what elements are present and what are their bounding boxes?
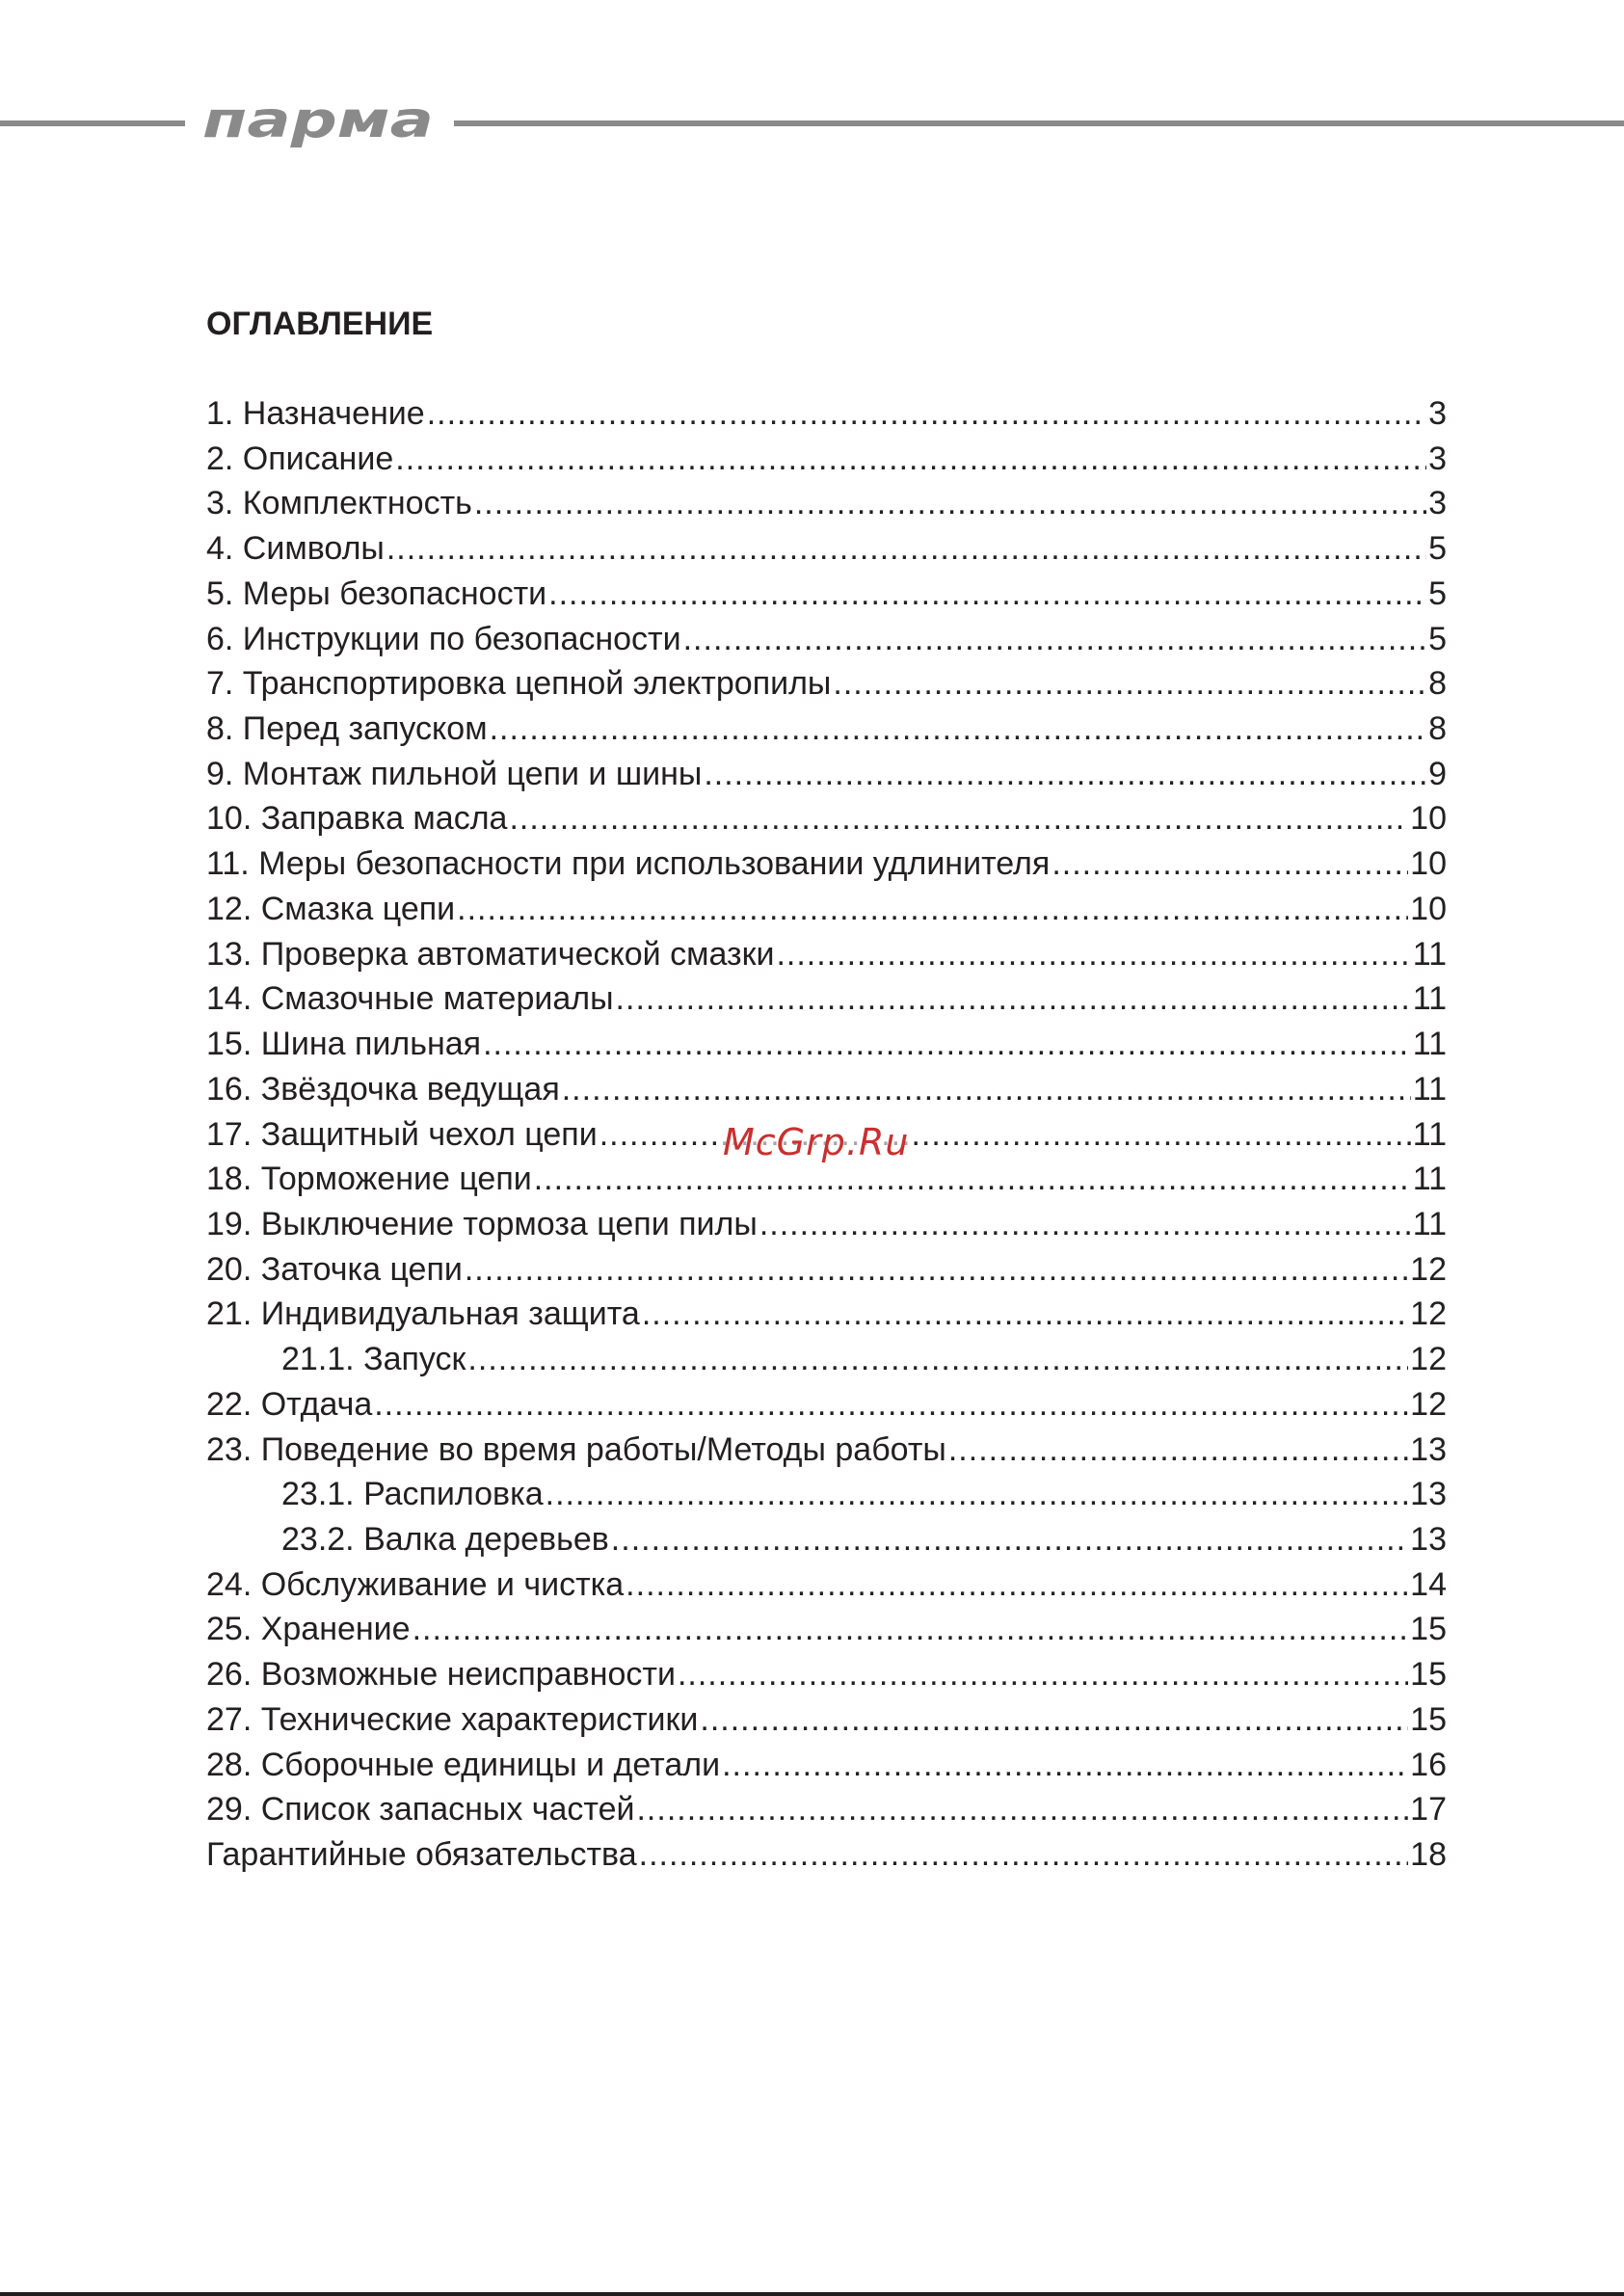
toc-dot-leader: [948, 1428, 1408, 1473]
logo-wordmark: парма: [202, 93, 434, 148]
toc-entry-label: 13. Проверка автоматической смазки: [206, 935, 775, 973]
toc-dot-leader: [509, 796, 1408, 841]
toc-entry-label: 5. Меры безопасности: [206, 574, 547, 612]
toc-entry-label: 16. Звёздочка ведущая: [206, 1070, 560, 1108]
toc-entry[interactable]: [206, 1697, 1447, 1743]
toc-entry[interactable]: [206, 1428, 1447, 1473]
toc-entry-page-number: 11: [1412, 1070, 1447, 1108]
toc-dot-leader: [467, 1337, 1408, 1382]
toc-entry[interactable]: [206, 1292, 1447, 1337]
toc-entry-label: 20. Заточка цепи: [206, 1250, 463, 1288]
toc-entry[interactable]: [206, 1022, 1447, 1067]
toc-dot-leader: [465, 1247, 1408, 1293]
toc-entry-page-number: 18: [1410, 1836, 1447, 1873]
toc-dot-leader: [678, 1652, 1408, 1697]
toc-entry-label: 9. Монтаж пильной цепи и шины: [206, 755, 703, 792]
toc-entry-page-number: 10: [1410, 800, 1447, 838]
parma-logo-image: [200, 93, 439, 148]
toc-entry[interactable]: [206, 707, 1447, 752]
toc-dot-leader: [374, 1382, 1408, 1428]
toc-dot-leader: [413, 1607, 1409, 1652]
toc-entry-page-number: 12: [1410, 1295, 1447, 1333]
toc-dot-leader: [386, 526, 1426, 572]
toc-entry-label: 23.2. Валка деревьев: [281, 1520, 609, 1558]
toc-entry-label: 21. Индивидуальная защита: [206, 1295, 640, 1333]
toc-dot-leader: [639, 1832, 1409, 1878]
toc-entry-page-number: 12: [1410, 1341, 1447, 1378]
toc-dot-leader: [548, 572, 1426, 617]
toc-entry-page-number: 5: [1428, 574, 1447, 612]
toc-entry[interactable]: [206, 841, 1447, 887]
toc-title: ОГЛАВЛЕНИЕ: [206, 306, 434, 342]
toc-entry[interactable]: [206, 572, 1447, 617]
toc-dot-leader: [534, 1157, 1411, 1202]
toc-entry-label: 2. Описание: [206, 440, 394, 477]
toc-entry[interactable]: [206, 932, 1447, 977]
toc-entry[interactable]: [206, 1517, 1447, 1562]
toc-entry[interactable]: [206, 1382, 1447, 1428]
toc-entry-label: 6. Инструкции по безопасности: [206, 620, 681, 657]
toc-entry[interactable]: [206, 391, 1447, 437]
toc-entry-page-number: 11: [1412, 1205, 1447, 1242]
toc-entry-page-number: 15: [1410, 1656, 1447, 1694]
toc-entry-page-number: 15: [1410, 1611, 1447, 1648]
toc-entry-label: 19. Выключение тормоза цепи пилы: [206, 1205, 758, 1242]
toc-entry[interactable]: [206, 1787, 1447, 1832]
toc-entry[interactable]: [206, 1067, 1447, 1112]
toc-entry-label: 17. Защитный чехол цепи: [206, 1115, 598, 1153]
toc-dot-leader: [776, 932, 1410, 977]
toc-entry-label: 26. Возможные неисправности: [206, 1656, 676, 1694]
toc-entry[interactable]: [206, 1652, 1447, 1697]
toc-entry[interactable]: [206, 617, 1447, 662]
toc-entry-page-number: 13: [1410, 1430, 1447, 1468]
toc-entry[interactable]: [206, 437, 1447, 482]
toc-entry-label: 7. Транспортировка цепной электропилы: [206, 665, 832, 703]
toc-entry[interactable]: [206, 661, 1447, 707]
toc-entry-page-number: 15: [1410, 1700, 1447, 1738]
toc-entry-page-number: 13: [1410, 1520, 1447, 1558]
toc-dot-leader: [562, 1067, 1411, 1112]
toc-dot-leader: [457, 887, 1408, 932]
toc-entry-page-number: 10: [1410, 845, 1447, 883]
toc-entry[interactable]: [206, 1607, 1447, 1652]
toc-entry-label: 27. Технические характеристики: [206, 1700, 699, 1738]
toc-entry-label: 23.1. Распиловка: [281, 1476, 544, 1513]
toc-entry[interactable]: [206, 1247, 1447, 1293]
toc-entry-label: Гарантийные обязательства: [206, 1836, 637, 1873]
toc-entry[interactable]: [206, 526, 1447, 572]
toc-dot-leader: [611, 1517, 1408, 1562]
toc-entry-label: 24. Обслуживание и чистка: [206, 1565, 625, 1603]
toc-entry-page-number: 8: [1428, 710, 1447, 748]
toc-entry-page-number: 5: [1428, 530, 1447, 568]
toc-entry-page-number: 5: [1428, 620, 1447, 657]
toc-entry[interactable]: [206, 796, 1447, 841]
toc-entry-page-number: 13: [1410, 1476, 1447, 1513]
toc-dot-leader: [483, 1022, 1411, 1067]
toc-entry-page-number: 10: [1410, 890, 1447, 927]
toc-entry-page-number: 11: [1412, 980, 1447, 1018]
toc-dot-leader: [722, 1743, 1408, 1788]
toc-entry-label: 21.1. Запуск: [281, 1341, 466, 1378]
toc-dot-leader: [700, 1697, 1408, 1743]
toc-dot-leader: [395, 437, 1426, 482]
watermark: McGrp.Ru: [723, 1121, 910, 1163]
toc-entry-label: 4. Символы: [206, 530, 385, 568]
toc-entry-label: 14. Смазочные материалы: [206, 980, 614, 1018]
toc-entry-label: 12. Смазка цепи: [206, 890, 456, 927]
toc-entry-label: 1. Назначение: [206, 395, 425, 432]
toc-entry-page-number: 17: [1410, 1791, 1447, 1829]
toc-dot-leader: [833, 661, 1426, 707]
toc-entry-page-number: 3: [1428, 485, 1447, 522]
toc-entry[interactable]: [206, 1472, 1447, 1517]
toc-entry-label: 29. Список запасных частей: [206, 1791, 635, 1829]
toc-entry[interactable]: [206, 481, 1447, 526]
toc-entry[interactable]: [206, 752, 1447, 797]
toc-dot-leader: [546, 1472, 1409, 1517]
toc-entry-page-number: 16: [1410, 1746, 1447, 1783]
toc-entry-label: 15. Шина пильная: [206, 1026, 482, 1063]
toc-entry-label: 22. Отдача: [206, 1385, 373, 1423]
toc-dot-leader: [636, 1787, 1408, 1832]
toc-dot-leader: [704, 752, 1426, 797]
toc-dot-leader: [616, 976, 1411, 1022]
toc-entry-label: 10. Заправка масла: [206, 800, 508, 838]
toc-entry[interactable]: [206, 1202, 1447, 1247]
toc-dot-leader: [427, 391, 1426, 437]
toc-entry[interactable]: [206, 1157, 1447, 1202]
header-rule-right: [454, 120, 1624, 126]
toc-entry-page-number: 8: [1428, 665, 1447, 703]
toc-dot-leader: [490, 707, 1427, 752]
toc-entry-page-number: 12: [1410, 1385, 1447, 1423]
toc-entry[interactable]: [206, 1743, 1447, 1788]
toc-entry-label: 3. Комплектность: [206, 485, 472, 522]
header-rule-left: [0, 120, 185, 126]
toc-entry-label: 28. Сборочные единицы и детали: [206, 1746, 721, 1783]
toc-dot-leader: [626, 1562, 1408, 1608]
toc-entry-label: 8. Перед запуском: [206, 710, 488, 748]
toc-dot-leader: [1052, 841, 1408, 887]
toc-dot-leader: [474, 481, 1426, 526]
toc-entry-page-number: 11: [1412, 935, 1447, 973]
toc-entry-page-number: 3: [1428, 440, 1447, 477]
bottom-rule: [0, 2292, 1624, 2296]
toc-entry-page-number: 14: [1410, 1565, 1447, 1603]
toc-entry-page-number: 9: [1428, 755, 1447, 792]
toc-dot-leader: [642, 1292, 1408, 1337]
toc-entry[interactable]: [206, 976, 1447, 1022]
toc-entry-page-number: 11: [1412, 1115, 1447, 1153]
toc-dot-leader: [683, 617, 1426, 662]
parma-logo: [200, 93, 439, 148]
toc-entry[interactable]: [206, 887, 1447, 932]
toc-entry-label: 11. Меры безопасности при использовании удлинителя: [206, 845, 1051, 883]
toc-entry-label: 23. Поведение во время работы/Методы работы: [206, 1430, 946, 1468]
toc-entry-label: 25. Хранение: [206, 1611, 411, 1648]
toc-entry-page-number: 11: [1412, 1026, 1447, 1063]
toc-entry[interactable]: [206, 1337, 1447, 1382]
toc-entry-label: 18. Торможение цепи: [206, 1161, 532, 1198]
toc-entry-page-number: 11: [1412, 1161, 1447, 1198]
toc-entry[interactable]: [206, 1832, 1447, 1878]
toc-entry[interactable]: [206, 1562, 1447, 1608]
toc-entry-page-number: 12: [1410, 1250, 1447, 1288]
toc-entry-page-number: 3: [1428, 395, 1447, 432]
toc-dot-leader: [759, 1202, 1411, 1247]
